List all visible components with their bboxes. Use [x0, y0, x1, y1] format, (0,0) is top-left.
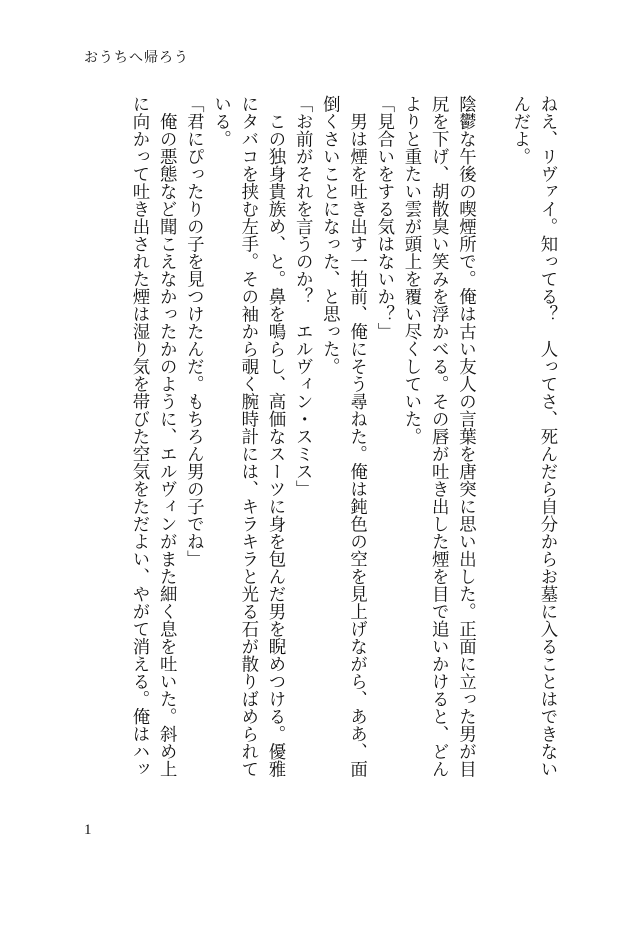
running-header: おうちへ帰ろう — [84, 50, 189, 66]
paragraph-5: 「お前がそれを言うのか？ エルヴィン・スミス」 — [292, 95, 313, 498]
paragraph-3: 「見合いをする気はないか？」 — [373, 95, 394, 340]
paragraph-2: 陰鬱な午後の喫煙所で。俺は古い友人の言葉を唐突に思い出した。正面に立った男が目尻を下げ、胡散臭い笑みを浮かべる。その唇が吐き出した煙を目で追いかけると、どんよりと重たい雲が頭上を覆い尽くしていた。 — [400, 95, 476, 778]
vertical-text-body — [70, 95, 560, 785]
paragraph-7: 「君にぴったりの子を見つけたんだ。もちろん男の子でね」 — [183, 95, 204, 568]
paragraph-blank — [478, 95, 505, 785]
page-number: 1 — [84, 822, 92, 838]
paragraph-6: この独身貴族め、と。鼻を鳴らし、高価なスーツに身を包んだ男を睨めつける。優雅にタバコを挟む左手。その袖から覗く腕時計には、キラキラと光る石が散りばめられている。 — [210, 95, 285, 778]
paragraph-4: 男は煙を吐き出す一拍前、俺にそう尋ねた。俺は鈍色の空を見上げながら、ああ、面倒くさいことになった、と思った。 — [319, 95, 367, 778]
paragraph-8: 俺の悪態など聞こえなかったかのように、エルヴィンがまた細く息を吐いた。斜め上に向かって吐き出された煙は湿り気を帯びた空気をただよい、やがて消える。俺はハッ — [128, 95, 177, 778]
paragraph-1: ねえ、リヴァイ。知ってる？ 人ってさ、死んだら自分からお墓に入ることはできないんだよ。 — [509, 95, 557, 778]
